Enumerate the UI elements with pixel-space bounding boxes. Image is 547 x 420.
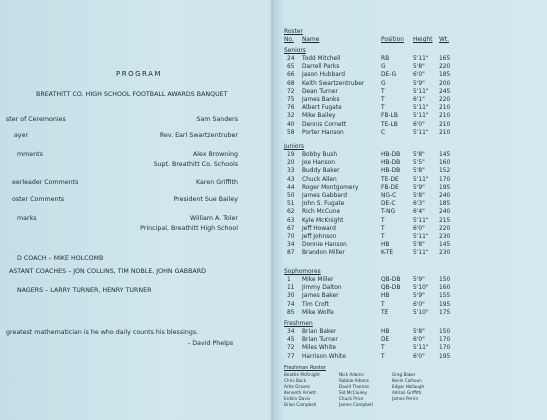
roster-cell-wt: 220 (439, 225, 451, 232)
roster-cell-name: Jason Hubbard (302, 72, 345, 79)
roster-cell-name: Brandon Miller (302, 250, 345, 257)
roster-cell-name: Todd Mitchell (302, 56, 341, 62)
roster-cell-pos: FB-DE (381, 184, 399, 191)
roster-cell-pos: QB-DB (381, 285, 401, 292)
roster-row (284, 344, 534, 352)
roster-header-no: No. (284, 37, 294, 43)
freshman-roster-name: Greg Baker (392, 372, 416, 377)
program-item-label: marks (17, 215, 37, 222)
roster-cell-name: Mike Bailey (302, 113, 336, 120)
roster-cell-ht: 5'11" (413, 345, 429, 352)
roster-row (284, 176, 534, 184)
roster-cell-name: Keith Swartzentruber (302, 80, 365, 87)
freshman-roster-name: Kenneth Arnett (284, 390, 316, 395)
roster-cell-ht: 5'11" (413, 105, 429, 112)
assistant-coaches: ASTANT COACHES – JON COLLINS, TIM NOBLE, JOHN GABBARD (9, 268, 206, 275)
head-coach: D COACH – MIKE HOLCOMB (17, 255, 104, 262)
roster-cell-name: Mike Wolfe (302, 309, 334, 316)
roster-section-title: Sophomores (284, 269, 321, 275)
roster-cell-no: 62 (287, 209, 295, 216)
roster-cell-ht: 5'11" (413, 113, 429, 120)
roster-cell-wt: 210 (439, 129, 451, 136)
roster-cell-no: 19 (287, 152, 295, 158)
roster-cell-ht: 5'9" (413, 184, 425, 191)
program-item-label: ayer (14, 132, 29, 139)
program-item-title: Supt. Breathitt Co. Schools (153, 161, 238, 168)
roster-cell-wt: 150 (439, 329, 451, 335)
roster-cell-ht: 5'5" (413, 160, 425, 167)
roster-section-title: Freshmen (284, 321, 313, 327)
roster-header-name: Name (302, 37, 320, 43)
roster-row (284, 80, 534, 88)
freshman-roster-name: Kevin Calhoun (392, 378, 422, 383)
roster-row (284, 217, 534, 225)
roster-cell-wt: 215 (439, 217, 451, 224)
roster-cell-no: 67 (287, 225, 295, 232)
roster-cell-ht: 5'8" (413, 242, 425, 249)
roster-cell-wt: 145 (439, 242, 451, 249)
roster-cell-wt: 195 (439, 184, 451, 191)
roster-cell-name: Brian Turner (302, 337, 338, 344)
page-fold (271, 0, 274, 420)
roster-cell-pos: K-TE (381, 250, 394, 257)
roster-cell-pos: T (381, 88, 385, 95)
program-item-person: Alex Browning (192, 151, 238, 158)
roster-cell-pos: T (381, 97, 385, 103)
roster-header (284, 28, 303, 36)
roster-cell-no: 70 (287, 234, 295, 240)
roster-cell-pos: HB (381, 293, 390, 300)
roster-cell-no: 1 (287, 277, 291, 283)
roster-cell-wt: 220 (439, 64, 451, 71)
roster-header-no-col (284, 36, 294, 44)
roster-cell-ht: 5'11" (413, 217, 429, 224)
roster-cell-pos: HB (381, 242, 390, 249)
roster-cell-no: 40 (287, 121, 295, 128)
quote-author: - David Phelps (188, 340, 234, 347)
roster-cell-name: Brian Baker (302, 329, 337, 335)
roster-row (284, 121, 534, 129)
roster-cell-name: James Baker (302, 293, 339, 300)
closing-quote: greatest mathematician is he who daily counts his blessings. (6, 329, 199, 336)
roster-cell-ht: 5'8" (413, 168, 425, 175)
roster-cell-no: 34 (287, 329, 295, 335)
roster-row (284, 184, 534, 192)
roster-cell-wt: 175 (439, 309, 451, 316)
roster-cell-name: James Gabbard (302, 193, 347, 199)
roster-row (284, 167, 534, 175)
freshman-roster-name: Sid McCauley (339, 390, 368, 395)
roster-cell-name: Kyle McKnight (302, 217, 344, 224)
roster-cell-pos: T (381, 353, 385, 360)
roster-row (284, 233, 534, 241)
roster-cell-no: 74 (287, 301, 295, 308)
roster-cell-ht: 5'9" (413, 293, 425, 300)
roster-cell-wt: 155 (439, 293, 451, 300)
roster-cell-ht: 6'4" (413, 209, 425, 216)
roster-section-title: Juniors (284, 144, 304, 150)
roster-cell-no: 76 (287, 105, 295, 112)
roster-cell-wt: 195 (439, 353, 451, 360)
roster-cell-wt: 220 (439, 97, 451, 103)
roster-cell-no: 20 (287, 160, 295, 167)
program-item-label: oster Comments (12, 196, 65, 203)
roster-cell-wt: 240 (439, 193, 451, 199)
roster-row (284, 88, 534, 96)
roster-header-wt: Wt. (439, 37, 450, 43)
freshman-roster-name: Chris Back (284, 378, 307, 383)
roster-cell-pos: C (381, 129, 386, 136)
program-item-person: Rev. Earl Swartzentruber (159, 132, 238, 139)
managers: NAGERS – LARRY TURNER, HENRY TURNER (17, 287, 152, 294)
freshman-roster-name: James Campbell (339, 402, 373, 407)
roster-cell-name: Chuck Allen (302, 176, 337, 183)
roster-cell-pos: FB-LB (381, 113, 398, 120)
roster-cell-wt: 152 (439, 168, 451, 175)
roster-cell-wt: 170 (439, 176, 451, 183)
freshman-roster-col-3 (392, 372, 424, 402)
roster-cell-name: Rich McCune (302, 209, 341, 216)
roster-cell-name: Dennis Cornett (302, 121, 347, 128)
roster-cell-wt: 245 (439, 88, 451, 95)
roster-cell-wt: 150 (439, 277, 451, 283)
roster-cell-no: 72 (287, 345, 295, 352)
program-item-title: Principal, Breathitt High School (140, 225, 238, 232)
roster-cell-no: 58 (287, 129, 295, 136)
roster-cell-no: 30 (287, 293, 295, 300)
roster-cell-wt: 170 (439, 337, 451, 344)
roster-cell-pos: DE-G (381, 72, 397, 79)
roster-cell-name: Roger Montgomery (302, 184, 359, 191)
roster-cell-ht: 6'1" (413, 97, 425, 103)
roster-cell-wt: 160 (439, 160, 451, 167)
program-title: PROGRAM (116, 70, 162, 78)
roster-cell-wt: 170 (439, 345, 451, 352)
roster-cell-no: 63 (287, 217, 295, 224)
roster-cell-ht: 5'8" (413, 64, 425, 71)
roster-cell-name: Porter Hanson (302, 129, 344, 136)
freshman-roster-name: Artie Graves (284, 384, 311, 389)
roster-row (284, 301, 534, 309)
roster-cell-name: Darrell Parks (302, 64, 340, 71)
roster-row (284, 225, 534, 233)
roster-cell-pos: T (381, 345, 385, 352)
roster-row (284, 129, 534, 137)
freshman-roster-name: Chuck Price (339, 396, 364, 401)
roster-cell-ht: 5'8" (413, 152, 425, 158)
roster-row (284, 284, 534, 292)
roster-cell-name: Buddy Baker (302, 168, 340, 175)
roster-row (284, 328, 534, 336)
roster-cell-ht: 5'11" (413, 56, 429, 62)
roster-row (284, 159, 534, 167)
roster-row (284, 276, 534, 284)
freshman-roster-name: Brian Campbell (284, 402, 317, 407)
roster-row (284, 104, 534, 112)
roster-cell-no: 65 (287, 64, 295, 71)
roster-cell-ht: 5'11" (413, 88, 429, 95)
roster-header-roster: Roster (284, 29, 303, 35)
program-item-label: eerleader Comments (12, 179, 79, 186)
freshman-roster-name: Nick Adams (339, 372, 364, 377)
roster-cell-wt: 210 (439, 121, 451, 128)
roster-cell-pos: TE-DE (381, 176, 399, 183)
program-item-person: Sam Sanders (196, 116, 238, 123)
roster-cell-no: 85 (287, 309, 295, 316)
roster-cell-pos: T (381, 301, 385, 308)
roster-cell-pos: TE (381, 309, 389, 316)
roster-cell-pos: T (381, 225, 385, 232)
roster-cell-name: Jimmy Dalton (302, 285, 342, 292)
freshman-roster-name: Robbie Adams (339, 378, 369, 383)
roster-cell-no: 77 (287, 353, 295, 360)
roster-row (284, 63, 534, 71)
roster-cell-pos: DE-C (381, 201, 396, 208)
roster-cell-name: Mike Miller (302, 277, 334, 283)
roster-row (284, 112, 534, 120)
roster-cell-pos: HB-DB (381, 160, 401, 167)
roster-cell-name: Dean Turner (302, 88, 338, 95)
roster-cell-ht: 6'0" (413, 121, 425, 128)
roster-cell-ht: 5'9" (413, 277, 425, 283)
roster-cell-wt: 160 (439, 285, 451, 292)
roster-row (284, 353, 534, 361)
roster-row (284, 241, 534, 249)
roster-cell-pos: T (381, 105, 385, 112)
freshman-roster-name: Edgar Hollaugh (392, 384, 425, 389)
roster-cell-pos: QB-DB (381, 277, 401, 283)
program-item-label: mments (17, 151, 43, 158)
roster-cell-name: Jeff Johnson (302, 234, 337, 240)
roster-cell-ht: 6'3" (413, 201, 425, 208)
roster-cell-no: 68 (287, 80, 295, 87)
freshman-roster-name: David Thomas (339, 384, 370, 389)
roster-cell-no: 51 (287, 201, 295, 208)
roster-cell-name: Jeff Howard (302, 225, 336, 232)
freshman-roster-name: James Perrin (392, 396, 419, 401)
roster-cell-no: 75 (287, 97, 295, 103)
roster-row (284, 96, 534, 104)
roster-cell-pos: G (381, 64, 386, 71)
roster-header-height-col (413, 36, 432, 44)
roster-cell-name: James Banks (302, 97, 340, 103)
program-subtitle: BREATHITT CO. HIGH SCHOOL FOOTBALL AWARDS BANQUET (36, 91, 228, 98)
roster-cell-name: Joe Hanson (302, 160, 336, 167)
freshman-roster-col-1 (284, 372, 320, 408)
roster-cell-name: Harrison White (302, 353, 346, 360)
program-item-person: Karen Griffith (196, 179, 238, 186)
roster-cell-no: 45 (287, 337, 295, 344)
roster-cell-pos: TE-LB (381, 121, 398, 128)
roster-cell-wt: 210 (439, 113, 451, 120)
roster-cell-wt: 200 (439, 80, 451, 87)
roster-cell-wt: 145 (439, 152, 451, 158)
roster-cell-ht: 5'11" (413, 176, 429, 183)
roster-row (284, 151, 534, 159)
roster-cell-name: Bobby Bush (302, 152, 338, 158)
roster-row (284, 249, 534, 257)
roster-cell-pos: NG-C (381, 193, 397, 199)
roster-cell-wt: 230 (439, 250, 451, 257)
roster-cell-pos: T-NG (381, 209, 396, 216)
roster-cell-ht: 6'0" (413, 337, 425, 344)
roster-cell-name: Donnie Hanson (302, 242, 347, 249)
program-item-person: William A. Toler (189, 215, 238, 222)
roster-cell-ht: 5'8" (413, 329, 425, 335)
roster-cell-ht: 5'11" (413, 250, 429, 257)
roster-row (284, 55, 534, 63)
roster-cell-pos: T (381, 234, 385, 240)
roster-cell-wt: 185 (439, 72, 451, 79)
roster-cell-ht: 5'9" (413, 80, 425, 87)
roster-header-height: Height (413, 37, 433, 43)
freshman-roster-col-2 (339, 372, 373, 408)
roster-cell-ht: 5'11" (413, 129, 429, 136)
roster-cell-pos: DE (381, 337, 390, 344)
roster-cell-ht: 6'0" (413, 72, 425, 79)
freshman-roster-title: Freshman Roster (284, 365, 327, 371)
roster-cell-pos: T (381, 217, 385, 224)
roster-row (284, 200, 534, 208)
roster-cell-pos: HB-DB (381, 152, 401, 158)
roster-cell-no: 33 (287, 168, 295, 175)
roster-cell-wt: 185 (439, 201, 451, 208)
roster-cell-pos: HB-DB (381, 168, 401, 175)
roster-cell-no: 11 (287, 285, 295, 292)
roster-row (284, 309, 534, 317)
roster-header-wt-col (439, 36, 449, 44)
roster-cell-ht: 5'10" (413, 309, 429, 316)
roster-row (284, 292, 534, 300)
roster-cell-wt: 165 (439, 56, 451, 62)
roster-section-title: Seniors (284, 48, 306, 54)
roster-cell-ht: 5'11" (413, 234, 429, 240)
roster-cell-wt: 195 (439, 301, 451, 308)
freshman-roster-name: Erdkin Davis (284, 396, 311, 401)
roster-cell-wt: 230 (439, 234, 451, 240)
roster-cell-no: 43 (287, 176, 295, 183)
roster-header-position: Position (381, 37, 404, 43)
roster-cell-wt: 210 (439, 105, 451, 112)
roster-cell-wt: 240 (439, 209, 451, 216)
roster-cell-ht: 6'0" (413, 225, 425, 232)
roster-cell-no: 87 (287, 250, 295, 257)
roster-row (284, 192, 534, 200)
roster-cell-no: 66 (287, 72, 295, 79)
roster-row (284, 208, 534, 216)
roster-cell-pos: G (381, 80, 386, 87)
roster-header-name-col (302, 36, 319, 44)
roster-cell-no: 32 (287, 113, 295, 120)
program-item-person: President Sue Bailey (173, 196, 238, 203)
roster-cell-no: 72 (287, 88, 295, 95)
roster-cell-ht: 5'8" (413, 193, 425, 199)
roster-row (284, 71, 534, 79)
roster-cell-name: John S. Fugate (302, 201, 345, 208)
roster-cell-no: 34 (287, 242, 295, 249)
roster-cell-pos: RB (381, 56, 390, 62)
roster-cell-no: 44 (287, 184, 295, 191)
roster-cell-name: Tim Croft (302, 301, 329, 308)
roster-cell-no: 50 (287, 193, 295, 199)
roster-row (284, 336, 534, 344)
roster-cell-name: Miles White (302, 345, 337, 352)
roster-cell-pos: HB (381, 329, 390, 335)
freshman-roster-name: Adrian Griffith (392, 390, 422, 395)
program-item-label: ster of Ceremonies (6, 116, 66, 123)
roster-cell-ht: 5'10" (413, 285, 429, 292)
roster-cell-ht: 6'0" (413, 301, 425, 308)
freshman-roster-name: Beattie McKnight (284, 372, 320, 377)
roster-cell-ht: 6'0" (413, 353, 425, 360)
roster-cell-no: 24 (287, 56, 295, 62)
roster-cell-name: Albert Fugate (302, 105, 342, 112)
roster-header-position-col (381, 36, 404, 44)
